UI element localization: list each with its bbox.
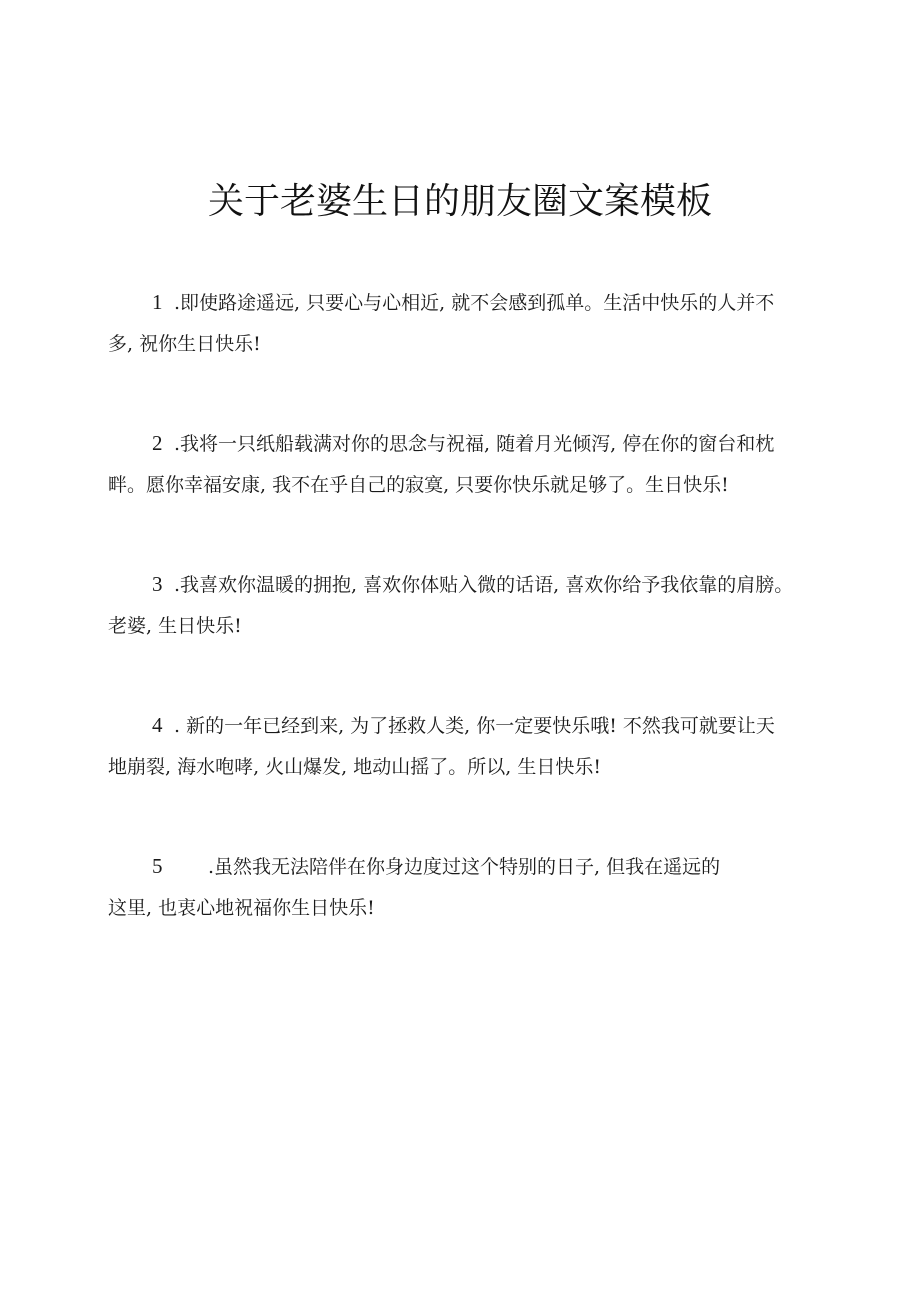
page-title: 关于老婆生日的朋友圈文案模板 [207,181,712,222]
list-item-number: 1 [152,290,163,314]
list-item-first-line [108,282,838,324]
list-item-continuation: 老婆, 生日快乐! [108,615,242,637]
list-item [108,282,838,365]
list-item-first-line [108,564,838,606]
list-item-first-line [108,846,838,888]
list-item-first-line [108,705,838,747]
list-item-text: .即使路途遥远, 只要心与心相近, 就不会感到孤单。生活中快乐的人并不 [174,292,775,314]
list-item-text: .虽然我无法陪伴在你身边度过这个特别的日子, 但我在遥远的 [208,856,721,878]
list-item [108,564,838,647]
list-item-continuation: 畔。愿你幸福安康, 我不在乎自己的寂寞, 只要你快乐就足够了。生日快乐! [108,474,729,496]
list-item [108,423,838,506]
list-item-number: 4 [152,713,163,737]
list-item-number: 2 [152,431,163,455]
list-item [108,846,838,929]
list-item-continuation: 地崩裂, 海水咆哮, 火山爆发, 地动山摇了。所以, 生日快乐! [108,756,601,778]
list-item-continuation: 这里, 也衷心地祝福你生日快乐! [108,897,375,919]
list-item-text: .我喜欢你温暖的拥抱, 喜欢你体贴入微的话语, 喜欢你给予我依靠的肩膀。 [174,574,794,596]
list-item-text: . 新的一年已经到来, 为了拯救人类, 你一定要快乐哦! 不然我可就要让天 [174,715,775,737]
list-item [108,705,838,788]
list-item-continuation: 多, 祝你生日快乐! [108,333,261,355]
list-item-number: 3 [152,572,163,596]
list-item-text: .我将一只纸船载满对你的思念与祝福, 随着月光倾泻, 停在你的窗台和枕 [174,433,775,455]
list-item-first-line [108,423,838,465]
list-item-number: 5 [152,854,163,878]
